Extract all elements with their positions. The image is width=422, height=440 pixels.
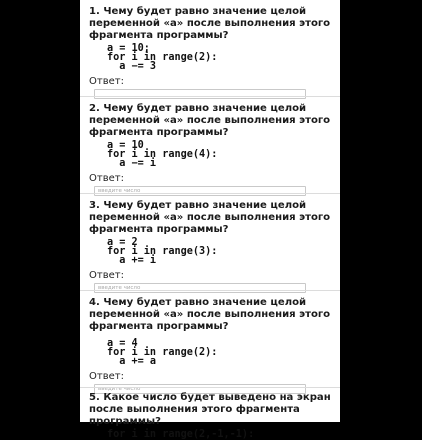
- question-2-title: 2. Чему будет равно значение целой переменной «a» после выполнения этого фрагмента программы?: [89, 103, 331, 138]
- question-2-answer-input[interactable]: [94, 186, 306, 196]
- code-line: a = 4: [107, 338, 138, 349]
- code-line: a += a: [107, 356, 157, 367]
- question-4-title: 4. Чему будет равно значение целой переменной «a» после выполнения этого фрагмента программы?: [89, 297, 331, 332]
- question-3-answer-input[interactable]: [94, 283, 306, 293]
- question-4-code: [107, 339, 335, 366]
- question-1-title: 1. Чему будет равно значение целой переменной «a» после выполнения этого фрагмента программы?: [89, 6, 331, 41]
- code-line: a = 2: [107, 237, 138, 248]
- code-line: a += i: [107, 255, 157, 266]
- quiz-sheet: [80, 0, 340, 440]
- question-5: [89, 392, 335, 439]
- question-1-code: [107, 44, 335, 71]
- question-2: [89, 103, 335, 196]
- question-3-code: [107, 238, 335, 265]
- question-1-answer-input[interactable]: [94, 89, 306, 99]
- code-line: for i in range(3):: [107, 246, 218, 257]
- code-line: for i in range(2,-1,-1):: [107, 429, 255, 440]
- question-4-answer-label: Ответ:: [89, 371, 124, 382]
- question-1: [89, 6, 335, 99]
- code-line: for i in range(2):: [107, 347, 218, 358]
- question-3-answer-label: Ответ:: [89, 270, 124, 281]
- question-5-title: 5. Какое число будет выведено на экран после выполнения этого фрагмента программы?: [89, 392, 331, 427]
- question-2-answer-label: Ответ:: [89, 173, 124, 184]
- question-2-code: [107, 141, 335, 168]
- code-line: for i in range(2):: [107, 52, 218, 63]
- question-3-title: 3. Чему будет равно значение целой переменной «a» после выполнения этого фрагмента программы?: [89, 200, 331, 235]
- code-line: a = 10: [107, 140, 144, 151]
- question-4: [89, 297, 335, 394]
- question-separator: [80, 193, 340, 194]
- question-separator: [80, 96, 340, 97]
- code-line: a −= 3: [107, 61, 157, 72]
- question-separator: [80, 387, 340, 388]
- question-1-answer-label: Ответ:: [89, 76, 124, 87]
- question-3: [89, 200, 335, 293]
- question-separator: [80, 290, 340, 291]
- code-line: a −= i: [107, 158, 157, 169]
- code-line: for i in range(4):: [107, 149, 218, 160]
- code-line: a = 10;: [107, 43, 150, 54]
- question-5-code: [107, 430, 335, 439]
